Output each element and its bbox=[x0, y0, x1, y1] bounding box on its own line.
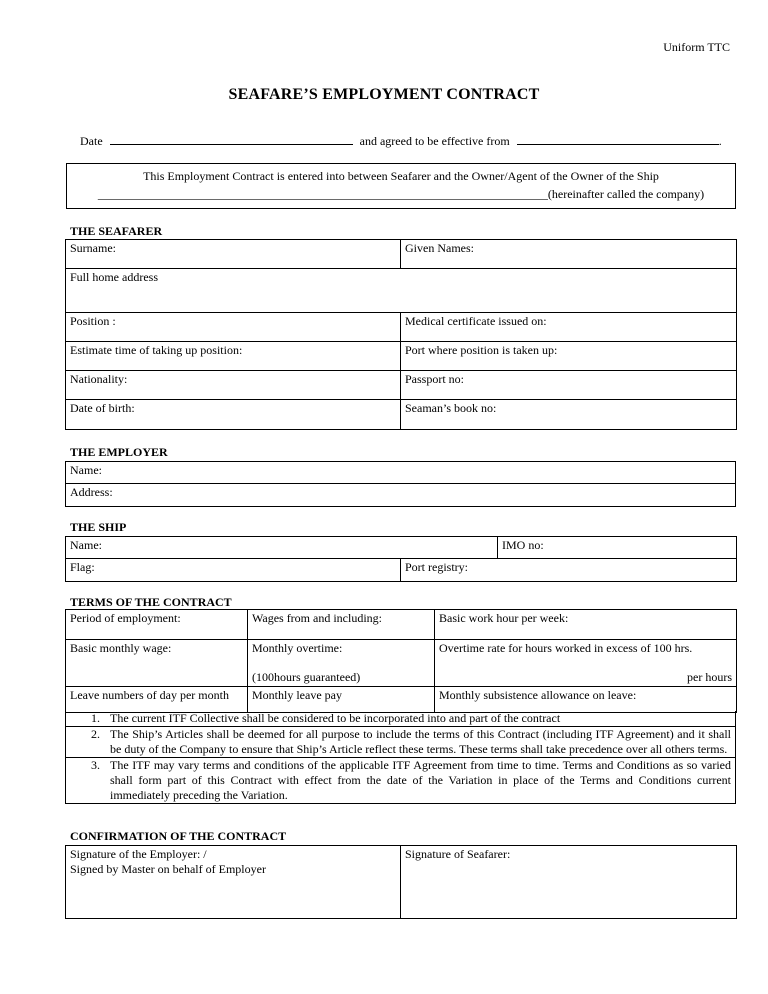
document-title: SEAFARE’S EMPLOYMENT CONTRACT bbox=[228, 86, 540, 103]
date-label: Date bbox=[80, 134, 103, 148]
date-field[interactable] bbox=[110, 133, 353, 145]
port-registry-field[interactable]: Port registry: bbox=[401, 559, 737, 582]
ship-heading: THE SHIP bbox=[70, 520, 127, 534]
intro-box bbox=[66, 163, 736, 209]
leave-days-field[interactable]: Leave numbers of day per month bbox=[66, 687, 248, 713]
seafarer-signature-field[interactable]: Signature of Seafarer: bbox=[401, 846, 737, 919]
terms-heading: TERMS OF THE CONTRACT bbox=[70, 595, 232, 609]
effective-date-field[interactable] bbox=[517, 133, 719, 145]
date-of-birth-field[interactable]: Date of birth: bbox=[66, 400, 401, 430]
intro-line-2: ___________________________________________________________________________(hereinafter called the company) bbox=[97, 187, 705, 201]
master-signature-label: Signed by Master on behalf of Employer bbox=[70, 862, 266, 876]
subsistence-field[interactable]: Monthly subsistence allowance on leave: bbox=[435, 687, 737, 713]
overtime-rate-label: Overtime rate for hours worked in excess of 100 hrs. bbox=[439, 641, 693, 655]
period-field[interactable]: Period of employment: bbox=[66, 610, 248, 640]
ship-table bbox=[65, 536, 737, 582]
surname-field[interactable]: Surname: bbox=[66, 240, 401, 269]
employer-signature-label: Signature of the Employer: / bbox=[70, 847, 207, 861]
port-taken-up-field[interactable]: Port where position is taken up: bbox=[401, 342, 737, 371]
imo-field[interactable]: IMO no: bbox=[498, 537, 737, 559]
overtime-field[interactable] bbox=[248, 640, 435, 687]
confirmation-table bbox=[65, 845, 737, 919]
seaman-book-field[interactable]: Seaman’s book no: bbox=[401, 400, 737, 430]
clause-number: 1. bbox=[91, 711, 100, 725]
clause-text: The Ship’s Articles shall be deemed for all purpose to include the terms of this Contract (including ITF Agreement) and it shall be duty of the Company to ensure that Ship’s Article reflect these terms. These terms shall take precedence over all others terms. bbox=[110, 727, 731, 756]
wages-from-field[interactable]: Wages from and including: bbox=[248, 610, 435, 640]
basic-hours-field[interactable]: Basic work hour per week: bbox=[435, 610, 737, 640]
employer-signature-field[interactable] bbox=[66, 846, 401, 919]
overtime-label: Monthly overtime: bbox=[252, 641, 343, 655]
seafarer-heading: THE SEAFARER bbox=[70, 224, 163, 238]
per-hours-label: per hours bbox=[687, 670, 732, 684]
position-field[interactable]: Position : bbox=[66, 313, 401, 342]
employer-heading: THE EMPLOYER bbox=[70, 445, 168, 459]
effective-label: and agreed to be effective from bbox=[359, 134, 510, 148]
clause-number: 3. bbox=[91, 758, 100, 772]
clause-item bbox=[66, 758, 736, 804]
clauses-list bbox=[65, 711, 736, 804]
home-address-field[interactable]: Full home address bbox=[66, 269, 737, 313]
date-line bbox=[80, 133, 722, 149]
clause-item bbox=[66, 727, 736, 758]
basic-wage-field[interactable]: Basic monthly wage: bbox=[66, 640, 248, 687]
passport-field[interactable]: Passport no: bbox=[401, 371, 737, 400]
clause-item bbox=[66, 711, 736, 727]
flag-field[interactable]: Flag: bbox=[66, 559, 401, 582]
date-line-end: . bbox=[718, 134, 722, 148]
confirmation-heading: CONFIRMATION OF THE CONTRACT bbox=[70, 829, 287, 843]
given-names-field[interactable]: Given Names: bbox=[401, 240, 737, 269]
terms-table bbox=[65, 609, 737, 713]
overtime-rate-field[interactable] bbox=[435, 640, 737, 687]
clause-text: The ITF may vary terms and conditions of the applicable ITF Agreement from time to time. Terms and Conditions as so varied shall form part of this Contract with effect from the date of the Variation in place of the Terms and Conditions current immediately preceding the Variation. bbox=[110, 758, 731, 802]
intro-line-1: This Employment Contract is entered into between Seafarer and the Owner/Agent of the Owner of the Ship bbox=[143, 169, 659, 183]
employer-address-field[interactable]: Address: bbox=[66, 484, 736, 507]
clause-text: The current ITF Collective shall be considered to be incorporated into and part of the contract bbox=[110, 711, 561, 725]
nationality-field[interactable]: Nationality: bbox=[66, 371, 401, 400]
ship-name-field[interactable]: Name: bbox=[66, 537, 498, 559]
employer-name-field[interactable]: Name: bbox=[66, 462, 736, 484]
estimate-time-field[interactable]: Estimate time of taking up position: bbox=[66, 342, 401, 371]
employer-table bbox=[65, 461, 736, 507]
seafarer-table bbox=[65, 239, 737, 430]
medical-certificate-field[interactable]: Medical certificate issued on: bbox=[401, 313, 737, 342]
header-uniform-ttc: Uniform TTC bbox=[663, 40, 730, 54]
clause-number: 2. bbox=[91, 727, 100, 741]
guaranteed-label: (100hours guaranteed) bbox=[252, 670, 361, 684]
leave-pay-field[interactable]: Monthly leave pay bbox=[248, 687, 435, 713]
